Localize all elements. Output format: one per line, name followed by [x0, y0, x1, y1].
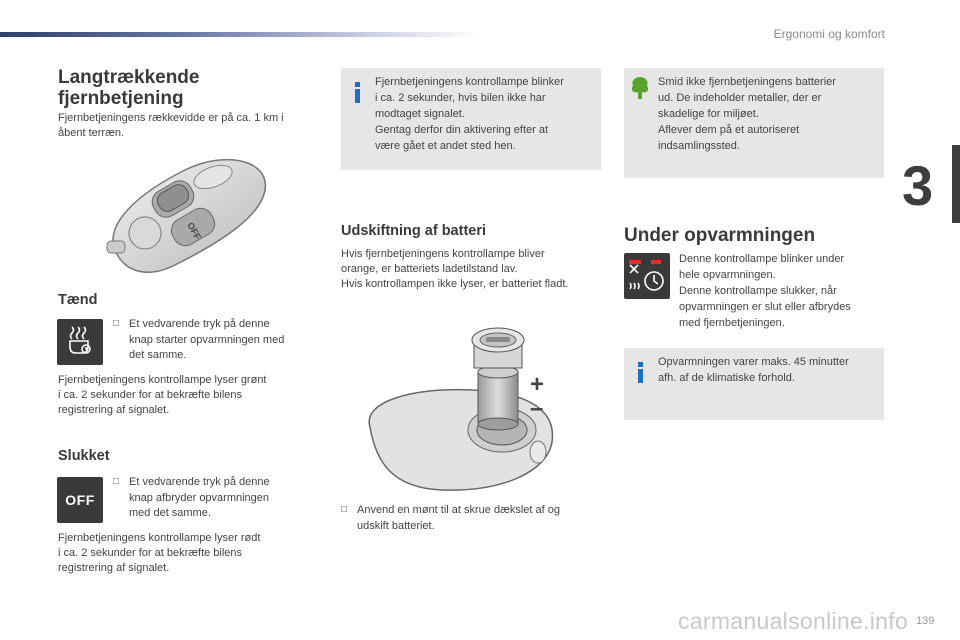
bullet-marker: □ — [341, 504, 348, 515]
bullet-marker: □ — [113, 318, 120, 329]
chapter-tab — [952, 145, 960, 223]
eco-text: Smid ikke fjernbetjeningens batterier ud. De indeholder metaller, der er skadelige for miljøet. Aflever dem på et autoriseret indsamlingssted. — [658, 76, 836, 152]
battery-replacement-illustration — [362, 312, 562, 497]
bullet-battery — [341, 503, 560, 534]
info-duration-text: Opvarmningen varer maks. 45 minutter afh. af de klimatiske forhold. — [658, 356, 849, 384]
heater-on-button-icon — [57, 319, 103, 365]
section-title-battery: Udskiftning af batteri — [341, 223, 487, 239]
watermark: carmanualsonline.info — [678, 608, 909, 634]
battery-text: Hvis fjernbetjeningens kontrollampe bliver orange, er batteriets ladetilstand lav. Hvis kontrollampen ikke lyser, er batteriet fladt. — [341, 248, 569, 290]
remote-control-illustration — [105, 155, 275, 285]
section-title-off: Slukket — [58, 448, 110, 464]
intro-text: Fjernbetjeningens rækkevidde er på ca. 1 km i åbent terræn. — [58, 112, 284, 139]
remote-off-label: OFF — [185, 220, 203, 242]
off-button-icon — [57, 477, 103, 523]
section-title-on: Tænd — [58, 292, 98, 308]
section-title-heating: Under opvarmningen — [624, 225, 816, 246]
heating-text: Denne kontrollampe blinker under hele opvarmningen. Denne kontrollampe slukker, når opvarmningen er slut eller afbrydes med fjernbetjeningen. — [679, 253, 851, 329]
info-box-duration — [624, 348, 884, 420]
bullet-off-text: Et vedvarende tryk på denne knap afbryder opvarmningen med det samme. — [129, 476, 270, 519]
heating-indicator-icon — [624, 253, 670, 299]
on-note: Fjernbetjeningens kontrollampe lyser grønt i ca. 2 sekunder for at bekræfte bilens registrering af signalet. — [58, 374, 267, 416]
chapter-number: 3 — [902, 154, 934, 217]
section-header: Ergonomi og komfort — [773, 27, 885, 41]
page-number: 139 — [916, 615, 935, 627]
info-icon — [634, 362, 648, 384]
bullet-off — [113, 475, 270, 522]
bullet-marker: □ — [113, 476, 120, 487]
info-icon — [351, 82, 365, 104]
eco-box — [624, 68, 884, 178]
tree-icon — [630, 76, 650, 100]
header-gradient-bar — [0, 32, 480, 37]
off-button-label: OFF — [65, 492, 95, 508]
battery-plus-sign: + — [530, 371, 545, 398]
info-box-signal — [341, 68, 601, 170]
off-note: Fjernbetjeningens kontrollampe lyser rødt i ca. 2 sekunder for at bekræfte bilens registrering af signalet. — [58, 532, 261, 574]
page-title: Langtrækkende fjernbetjening — [58, 67, 200, 109]
info-signal-text: Fjernbetjeningens kontrollampe blinker i ca. 2 sekunder, hvis bilen ikke har modtaget signalet. Gentag derfor din aktivering efter at være gået et andet sted hen. — [375, 76, 564, 152]
bullet-on-text: Et vedvarende tryk på denne knap starter opvarmningen med det samme. — [129, 318, 285, 361]
bullet-on — [113, 317, 284, 364]
battery-minus-sign: – — [530, 395, 544, 422]
bullet-battery-text: Anvend en mønt til at skrue dækslet af og udskift batteriet. — [357, 504, 560, 532]
